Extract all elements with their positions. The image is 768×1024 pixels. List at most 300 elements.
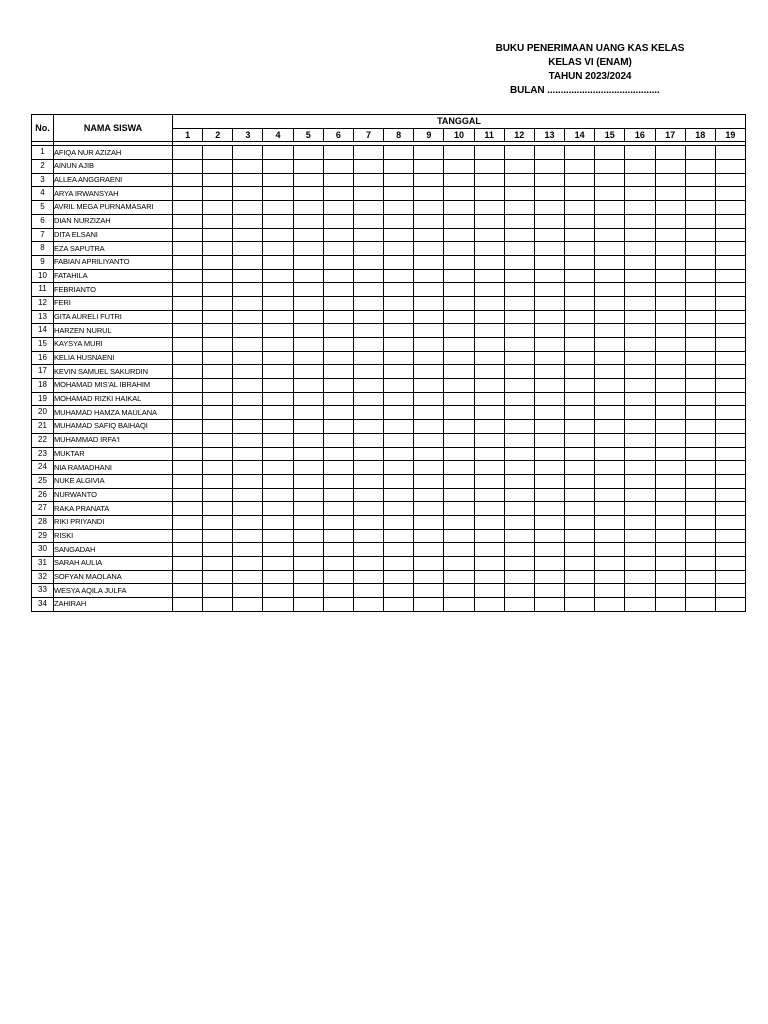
- payment-cell: [203, 515, 233, 529]
- payment-cell: [414, 269, 444, 283]
- payment-cell: [263, 570, 293, 584]
- payment-cell: [565, 214, 595, 228]
- payment-cell: [565, 283, 595, 297]
- table-row: [32, 269, 746, 283]
- payment-cell: [685, 433, 715, 447]
- row-number: 27: [32, 502, 54, 516]
- payment-cell: [173, 447, 203, 461]
- payment-cell: [293, 543, 323, 557]
- student-name: FABIAN APRILIYANTO: [54, 255, 173, 269]
- payment-cell: [444, 584, 474, 598]
- payment-cell: [384, 529, 414, 543]
- payment-cell: [353, 515, 383, 529]
- row-number: 16: [32, 351, 54, 365]
- payment-cell: [625, 474, 655, 488]
- payment-cell: [474, 310, 504, 324]
- payment-cell: [625, 379, 655, 393]
- payment-cell: [504, 365, 534, 379]
- payment-cell: [565, 296, 595, 310]
- payment-cell: [173, 598, 203, 612]
- payment-cell: [293, 283, 323, 297]
- payment-cell: [565, 420, 595, 434]
- payment-cell: [534, 420, 564, 434]
- payment-cell: [173, 201, 203, 215]
- student-name: MUHAMMAD IRFA'I: [54, 433, 173, 447]
- table-row: [32, 242, 746, 256]
- payment-cell: [263, 406, 293, 420]
- column-header-day: 14: [565, 128, 595, 142]
- payment-cell: [203, 433, 233, 447]
- row-number: 33: [32, 584, 54, 598]
- row-number: 32: [32, 570, 54, 584]
- payment-cell: [414, 160, 444, 174]
- payment-cell: [534, 557, 564, 571]
- payment-cell: [323, 461, 353, 475]
- payment-cell: [534, 214, 564, 228]
- payment-cell: [233, 420, 263, 434]
- payment-cell: [263, 461, 293, 475]
- payment-cell: [233, 461, 263, 475]
- payment-cell: [595, 365, 625, 379]
- payment-cell: [414, 570, 444, 584]
- payment-cell: [685, 447, 715, 461]
- document-header: [480, 42, 700, 98]
- payment-cell: [625, 461, 655, 475]
- payment-cell: [655, 269, 685, 283]
- payment-cell: [173, 269, 203, 283]
- payment-cell: [625, 584, 655, 598]
- payment-cell: [595, 557, 625, 571]
- payment-cell: [173, 160, 203, 174]
- payment-cell: [323, 433, 353, 447]
- payment-cell: [474, 474, 504, 488]
- table-row: [32, 488, 746, 502]
- student-name: RAKA PRANATA: [54, 502, 173, 516]
- student-name: MUHAMAD HAMZA MAULANA: [54, 406, 173, 420]
- payment-cell: [263, 338, 293, 352]
- payment-cell: [384, 365, 414, 379]
- payment-cell: [233, 515, 263, 529]
- row-number: 26: [32, 488, 54, 502]
- payment-cell: [655, 338, 685, 352]
- payment-cell: [565, 447, 595, 461]
- payment-cell: [685, 598, 715, 612]
- payment-cell: [384, 160, 414, 174]
- row-number: 7: [32, 228, 54, 242]
- payment-cell: [353, 598, 383, 612]
- payment-cell: [263, 351, 293, 365]
- payment-cell: [655, 283, 685, 297]
- payment-cell: [625, 515, 655, 529]
- payment-cell: [203, 146, 233, 160]
- payment-cell: [263, 296, 293, 310]
- payment-cell: [685, 584, 715, 598]
- payment-cell: [504, 379, 534, 393]
- payment-cell: [203, 529, 233, 543]
- row-number: 14: [32, 324, 54, 338]
- payment-cell: [233, 406, 263, 420]
- month-field: BULAN ..........................................: [510, 85, 660, 96]
- payment-cell: [685, 392, 715, 406]
- payment-cell: [715, 228, 745, 242]
- payment-cell: [504, 488, 534, 502]
- payment-cell: [474, 255, 504, 269]
- payment-cell: [203, 406, 233, 420]
- payment-cell: [534, 433, 564, 447]
- payment-cell: [233, 379, 263, 393]
- payment-cell: [595, 570, 625, 584]
- payment-cell: [353, 187, 383, 201]
- payment-cell: [474, 406, 504, 420]
- payment-cell: [444, 570, 474, 584]
- payment-cell: [233, 228, 263, 242]
- payment-cell: [625, 187, 655, 201]
- payment-cell: [595, 228, 625, 242]
- student-name: AVRIL MEGA PURNAMASARI: [54, 201, 173, 215]
- student-name: SANGADAH: [54, 543, 173, 557]
- payment-cell: [353, 269, 383, 283]
- payment-cell: [384, 447, 414, 461]
- payment-cell: [263, 324, 293, 338]
- payment-cell: [233, 529, 263, 543]
- payment-cell: [203, 379, 233, 393]
- payment-cell: [444, 187, 474, 201]
- table-row: [32, 557, 746, 571]
- payment-cell: [353, 173, 383, 187]
- payment-cell: [173, 584, 203, 598]
- payment-cell: [293, 557, 323, 571]
- row-number: 18: [32, 379, 54, 393]
- payment-cell: [595, 515, 625, 529]
- payment-cell: [414, 173, 444, 187]
- payment-cell: [323, 187, 353, 201]
- payment-cell: [414, 529, 444, 543]
- column-header-day: 8: [384, 128, 414, 142]
- student-name: KAYSYA MURI: [54, 338, 173, 352]
- payment-cell: [655, 160, 685, 174]
- payment-cell: [233, 160, 263, 174]
- payment-cell: [504, 269, 534, 283]
- table-row: [32, 379, 746, 393]
- payment-cell: [565, 351, 595, 365]
- payment-cell: [474, 283, 504, 297]
- column-header-date-group: TANGGAL: [173, 115, 746, 129]
- payment-cell: [504, 420, 534, 434]
- payment-cell: [444, 228, 474, 242]
- payment-cell: [655, 447, 685, 461]
- payment-cell: [625, 201, 655, 215]
- payment-cell: [353, 146, 383, 160]
- payment-cell: [203, 488, 233, 502]
- payment-cell: [384, 310, 414, 324]
- payment-cell: [293, 201, 323, 215]
- column-header-day: 4: [263, 128, 293, 142]
- payment-cell: [715, 310, 745, 324]
- payment-cell: [323, 474, 353, 488]
- payment-cell: [504, 406, 534, 420]
- payment-cell: [203, 351, 233, 365]
- payment-cell: [233, 324, 263, 338]
- payment-cell: [474, 187, 504, 201]
- payment-cell: [715, 515, 745, 529]
- payment-cell: [625, 214, 655, 228]
- payment-cell: [474, 379, 504, 393]
- payment-cell: [263, 269, 293, 283]
- payment-cell: [715, 598, 745, 612]
- table-body: [32, 142, 746, 611]
- payment-cell: [685, 255, 715, 269]
- payment-cell: [414, 338, 444, 352]
- student-name: FATAHILA: [54, 269, 173, 283]
- payment-cell: [173, 242, 203, 256]
- payment-cell: [263, 529, 293, 543]
- payment-cell: [353, 488, 383, 502]
- payment-cell: [565, 461, 595, 475]
- payment-cell: [685, 488, 715, 502]
- table-row: [32, 447, 746, 461]
- payment-cell: [565, 598, 595, 612]
- payment-cell: [263, 392, 293, 406]
- column-header-day: 17: [655, 128, 685, 142]
- payment-cell: [504, 310, 534, 324]
- payment-cell: [595, 201, 625, 215]
- row-number: 12: [32, 296, 54, 310]
- payment-cell: [323, 557, 353, 571]
- row-number: 31: [32, 557, 54, 571]
- payment-cell: [534, 543, 564, 557]
- payment-cell: [595, 269, 625, 283]
- payment-cell: [474, 502, 504, 516]
- payment-cell: [595, 351, 625, 365]
- row-number: 19: [32, 392, 54, 406]
- payment-cell: [504, 447, 534, 461]
- payment-cell: [414, 598, 444, 612]
- table-row: [32, 160, 746, 174]
- student-name: FERI: [54, 296, 173, 310]
- payment-cell: [474, 392, 504, 406]
- payment-cell: [173, 420, 203, 434]
- payment-cell: [685, 406, 715, 420]
- payment-cell: [233, 474, 263, 488]
- column-header-day: 15: [595, 128, 625, 142]
- payment-cell: [203, 447, 233, 461]
- payment-cell: [655, 201, 685, 215]
- payment-cell: [625, 255, 655, 269]
- student-name: AINUN AJIB: [54, 160, 173, 174]
- payment-cell: [625, 392, 655, 406]
- payment-cell: [685, 160, 715, 174]
- payment-cell: [203, 296, 233, 310]
- payment-cell: [685, 296, 715, 310]
- payment-cell: [263, 160, 293, 174]
- student-name: MUKTAR: [54, 447, 173, 461]
- payment-cell: [685, 242, 715, 256]
- payment-cell: [353, 433, 383, 447]
- payment-cell: [323, 379, 353, 393]
- payment-cell: [474, 201, 504, 215]
- payment-cell: [323, 420, 353, 434]
- payment-cell: [233, 173, 263, 187]
- payment-cell: [685, 543, 715, 557]
- payment-cell: [474, 269, 504, 283]
- payment-cell: [595, 187, 625, 201]
- payment-cell: [203, 310, 233, 324]
- payment-cell: [685, 146, 715, 160]
- payment-cell: [203, 557, 233, 571]
- payment-cell: [534, 338, 564, 352]
- payment-cell: [655, 296, 685, 310]
- table-row: [32, 187, 746, 201]
- table-row: [32, 529, 746, 543]
- payment-cell: [173, 310, 203, 324]
- payment-cell: [595, 379, 625, 393]
- payment-cell: [444, 488, 474, 502]
- student-name: KELIA HUSNAENI: [54, 351, 173, 365]
- student-name: NUKE ALGIVIA: [54, 474, 173, 488]
- payment-cell: [233, 557, 263, 571]
- payment-cell: [625, 242, 655, 256]
- payment-cell: [565, 187, 595, 201]
- payment-cell: [173, 365, 203, 379]
- payment-cell: [625, 543, 655, 557]
- payment-cell: [504, 160, 534, 174]
- table-row: [32, 570, 746, 584]
- payment-cell: [353, 392, 383, 406]
- payment-cell: [625, 502, 655, 516]
- payment-cell: [173, 324, 203, 338]
- payment-cell: [233, 433, 263, 447]
- row-number: 25: [32, 474, 54, 488]
- payment-cell: [353, 557, 383, 571]
- payment-cell: [715, 461, 745, 475]
- payment-cell: [595, 310, 625, 324]
- payment-cell: [173, 474, 203, 488]
- payment-cell: [504, 474, 534, 488]
- payment-cell: [595, 392, 625, 406]
- payment-cell: [474, 146, 504, 160]
- payment-cell: [173, 461, 203, 475]
- payment-cell: [323, 351, 353, 365]
- payment-cell: [534, 529, 564, 543]
- payment-cell: [685, 214, 715, 228]
- column-header-day: 13: [534, 128, 564, 142]
- payment-cell: [173, 502, 203, 516]
- payment-cell: [715, 365, 745, 379]
- payment-cell: [173, 488, 203, 502]
- payment-cell: [293, 338, 323, 352]
- payment-cell: [203, 420, 233, 434]
- student-name: DIAN NURZIZAH: [54, 214, 173, 228]
- payment-cell: [595, 324, 625, 338]
- payment-cell: [504, 461, 534, 475]
- payment-cell: [173, 529, 203, 543]
- payment-cell: [293, 187, 323, 201]
- payment-cell: [655, 187, 685, 201]
- payment-cell: [414, 187, 444, 201]
- payment-cell: [444, 338, 474, 352]
- payment-cell: [173, 392, 203, 406]
- payment-cell: [293, 474, 323, 488]
- student-name: WESYA AQILA JULFA: [54, 584, 173, 598]
- payment-cell: [233, 543, 263, 557]
- payment-cell: [323, 283, 353, 297]
- payment-cell: [534, 201, 564, 215]
- payment-cell: [565, 201, 595, 215]
- payment-cell: [414, 296, 444, 310]
- payment-cell: [263, 502, 293, 516]
- payment-cell: [534, 269, 564, 283]
- payment-cell: [203, 160, 233, 174]
- payment-cell: [414, 242, 444, 256]
- payment-cell: [685, 365, 715, 379]
- column-header-day: 6: [323, 128, 353, 142]
- payment-cell: [715, 488, 745, 502]
- payment-cell: [504, 543, 534, 557]
- payment-cell: [293, 392, 323, 406]
- payment-cell: [173, 296, 203, 310]
- payment-cell: [595, 338, 625, 352]
- payment-cell: [263, 543, 293, 557]
- payment-cell: [173, 173, 203, 187]
- payment-cell: [323, 310, 353, 324]
- payment-cell: [444, 543, 474, 557]
- payment-cell: [534, 598, 564, 612]
- payment-cell: [474, 570, 504, 584]
- payment-cell: [203, 214, 233, 228]
- payment-cell: [655, 543, 685, 557]
- payment-cell: [414, 283, 444, 297]
- payment-cell: [595, 146, 625, 160]
- payment-cell: [685, 310, 715, 324]
- table-row: [32, 146, 746, 160]
- payment-cell: [625, 351, 655, 365]
- payment-cell: [444, 214, 474, 228]
- payment-cell: [323, 515, 353, 529]
- payment-cell: [353, 570, 383, 584]
- payment-cell: [384, 598, 414, 612]
- payment-cell: [625, 488, 655, 502]
- payment-cell: [293, 351, 323, 365]
- payment-cell: [595, 543, 625, 557]
- payment-cell: [504, 283, 534, 297]
- payment-cell: [595, 433, 625, 447]
- payment-cell: [715, 242, 745, 256]
- payment-cell: [685, 461, 715, 475]
- payment-cell: [444, 420, 474, 434]
- payment-cell: [353, 379, 383, 393]
- payment-cell: [565, 242, 595, 256]
- payment-cell: [293, 461, 323, 475]
- payment-cell: [655, 488, 685, 502]
- payment-cell: [203, 502, 233, 516]
- payment-cell: [323, 406, 353, 420]
- payment-cell: [565, 146, 595, 160]
- payment-cell: [595, 242, 625, 256]
- payment-cell: [685, 187, 715, 201]
- payment-cell: [444, 392, 474, 406]
- payment-cell: [263, 598, 293, 612]
- payment-cell: [323, 502, 353, 516]
- payment-cell: [474, 296, 504, 310]
- payment-cell: [323, 392, 353, 406]
- payment-cell: [384, 283, 414, 297]
- payment-cell: [263, 515, 293, 529]
- payment-cell: [534, 351, 564, 365]
- payment-cell: [534, 324, 564, 338]
- payment-cell: [353, 447, 383, 461]
- payment-cell: [715, 338, 745, 352]
- payment-cell: [655, 173, 685, 187]
